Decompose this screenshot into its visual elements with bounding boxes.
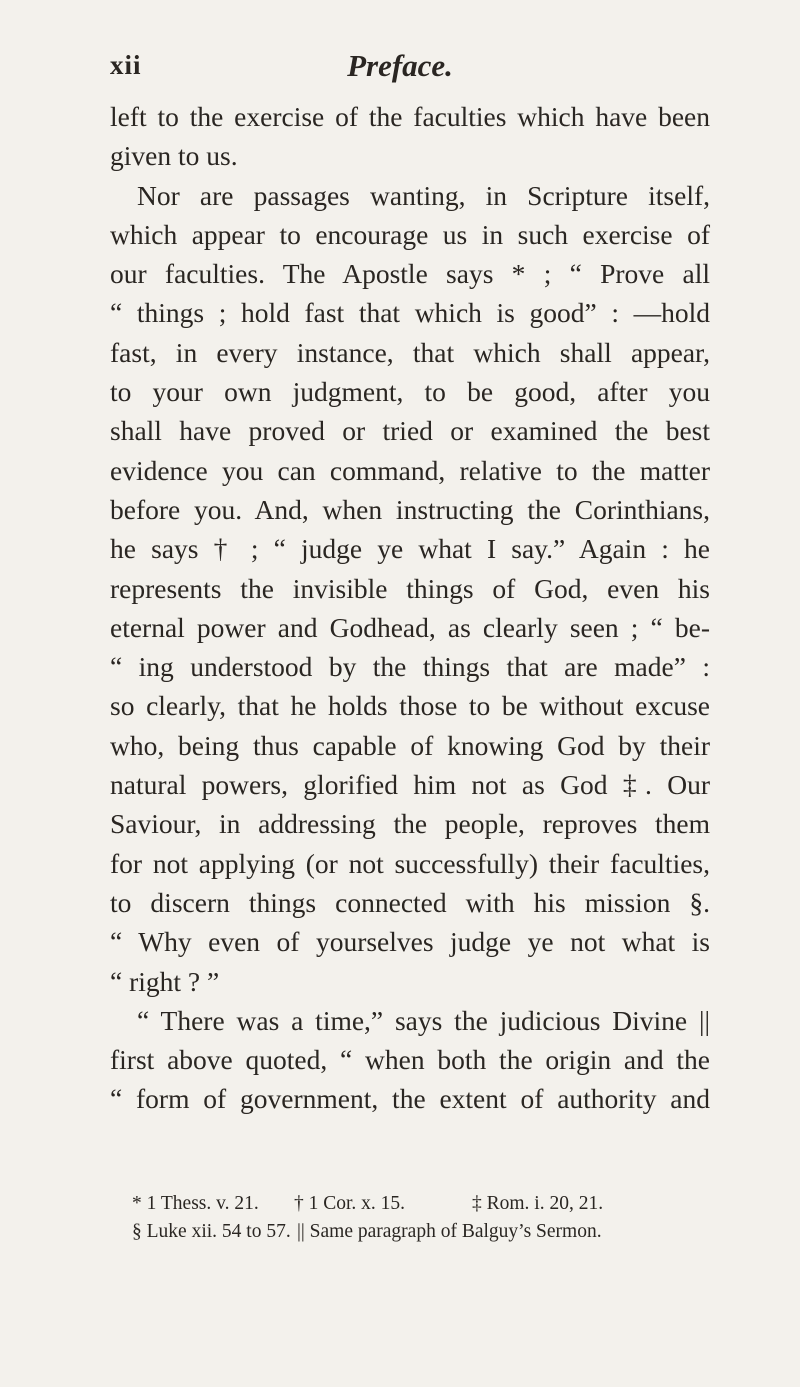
footnote-row: [132, 1218, 712, 1246]
text-line: before you. And, when instructing the Corinthians,: [110, 493, 710, 525]
text-line: “ Why even of yourselves judge ye not what is: [110, 926, 710, 958]
text-line: “ There was a time,” says the judicious Divine ||: [137, 1004, 710, 1036]
text-line: “ things ; hold fast that which is good” : —hold: [110, 297, 710, 329]
page-header: [0, 28, 800, 88]
footnote: || Same paragraph of Balguy’s Sermon.: [297, 1221, 602, 1242]
body-text: [110, 97, 710, 1119]
text-line: shall have proved or tried or examined the best: [110, 415, 710, 447]
footnote: † 1 Cor. x. 15.: [294, 1193, 406, 1214]
text-line: for not applying (or not successfully) their faculties,: [110, 847, 710, 879]
text-line: “ form of government, the extent of authority and: [110, 1083, 710, 1115]
text-line: to discern things connected with his mission §.: [110, 886, 710, 918]
running-title: Preface.: [347, 48, 453, 83]
text-line: “ right ? ”: [110, 965, 220, 997]
text-line: first above quoted, “ when both the origin and the: [110, 1044, 710, 1076]
text-line: he says † ; “ judge ye what I say.” Again : he: [110, 533, 710, 565]
text-line: evidence you can command, relative to the matter: [110, 454, 710, 486]
text-line: Saviour, in addressing the people, reproves them: [110, 808, 710, 840]
footnotes: [132, 1190, 712, 1246]
text-line: left to the exercise of the faculties which have been: [110, 101, 710, 132]
page-number: xii: [110, 50, 142, 80]
text-line: given to us.: [110, 140, 238, 172]
text-line: Nor are passages wanting, in Scripture itself,: [137, 179, 710, 211]
text-line: which appear to encourage us in such exercise of: [110, 218, 710, 250]
text-line: our faculties. The Apostle says * ; “ Prove all: [110, 258, 710, 290]
text-line: who, being thus capable of knowing God by their: [110, 729, 710, 761]
text-line: so clearly, that he holds those to be without excuse: [110, 690, 710, 722]
text-line: eternal power and Godhead, as clearly seen ; “ be-: [110, 611, 710, 643]
text-line: natural powers, glorified him not as God ‡. Our: [110, 769, 710, 801]
text-line: represents the invisible things of God, even his: [110, 572, 710, 604]
footnote-row: [132, 1190, 712, 1218]
text-line: fast, in every instance, that which shall appear,: [110, 336, 710, 368]
text-line: to your own judgment, to be good, after you: [110, 376, 710, 408]
footnote: ‡ Rom. i. 20, 21.: [472, 1193, 604, 1214]
footnote: * 1 Thess. v. 21.: [132, 1193, 259, 1214]
footnote: § Luke xii. 54 to 57.: [132, 1221, 291, 1242]
text-line: “ ing understood by the things that are made” :: [110, 651, 710, 683]
